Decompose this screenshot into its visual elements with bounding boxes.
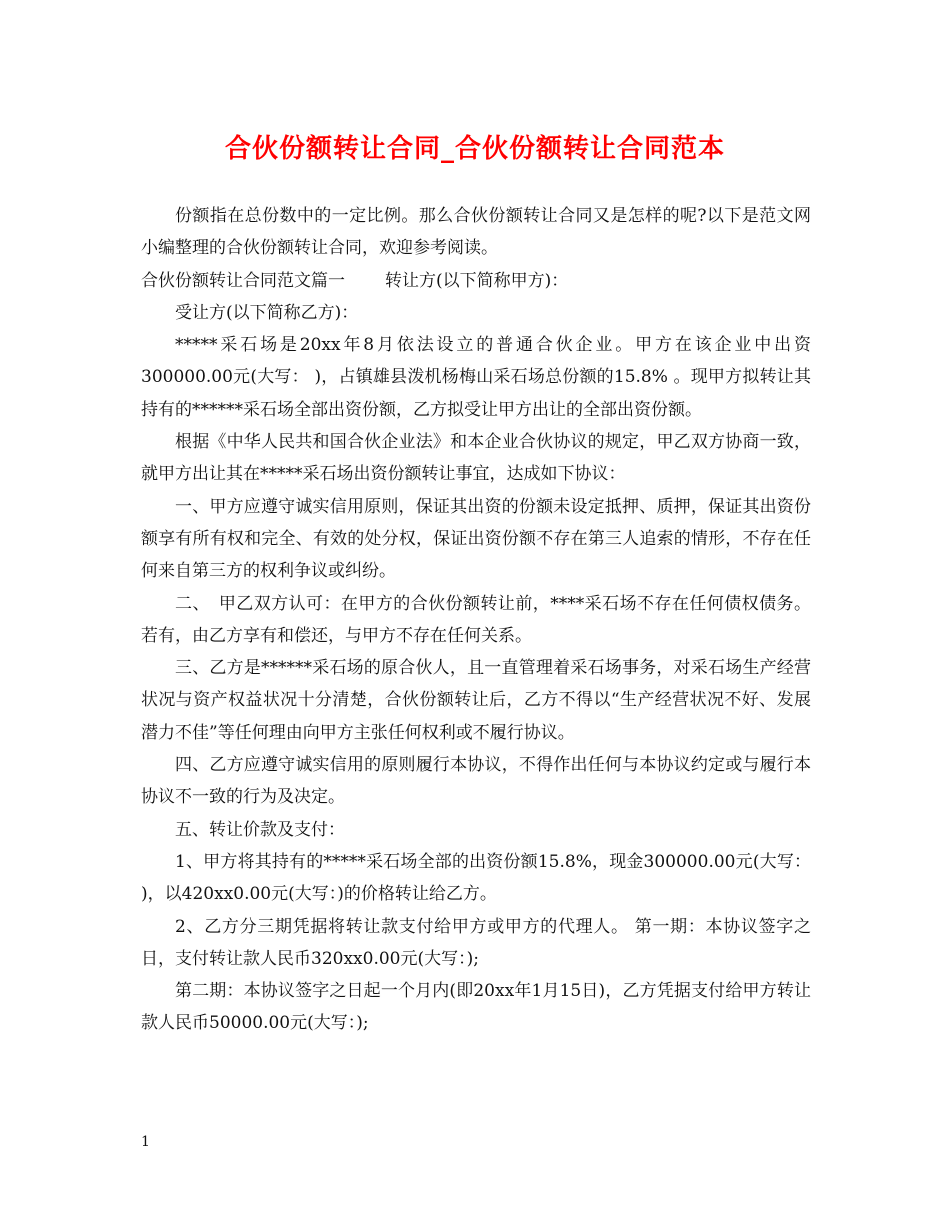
paragraph-item-1: 1、甲方将其持有的*****采石场全部的出资份额15.8%，现金300000.00元(大写： )，以420xx0.00元(大写：)的价格转让给乙方。 [141, 851, 811, 905]
paragraph-clause-5: 五、转让价款及支付： [175, 819, 345, 840]
heading-part1: 合伙份额转让合同范文篇一 [141, 270, 345, 291]
paragraph-item-3: 第二期：本协议签字之日起一个月内(即20xx年1月15日)，乙方凭据支付给甲方转让款人民币50000.00元(大写：); [141, 981, 811, 1034]
paragraph-clause-2: 二、 甲乙双方认可：在甲方的合伙份额转让前，****采石场不存在任何债权债务。若有，由乙方享有和偿还，与甲方不存在任何关系。 [141, 593, 811, 646]
document-title: 合伙份额转让合同_合伙份额转让合同范本 [224, 134, 725, 164]
paragraph-item-2: 2、乙方分三期凭据将转让款支付给甲方或甲方的代理人。 第一期：本协议签字之日，支付转让款人民币320xx0.00元(大写：); [141, 916, 811, 969]
paragraph-heading [141, 265, 811, 297]
heading-part2: 转让方(以下简称甲方)： [385, 270, 569, 291]
paragraph-clause-1: 一、甲方应遵守诚实信用原则，保证其出资的份额未设定抵押、质押，保证其出资份额享有所有权和完全、有效的处分权，保证出资份额不存在第三人追索的情形，不存在任何来自第三方的权利争议或纠纷。 [141, 496, 811, 582]
page-number: 1 [141, 1134, 150, 1150]
paragraph-clause-3: 三、乙方是******采石场的原合伙人，且一直管理着采石场事务，对采石场生产经营状况与资产权益状况十分清楚，合伙份额转让后，乙方不得以“生产经营状况不好、发展潜力不佳”等任何理由向甲方主张任何权利或不履行协议。 [141, 658, 811, 743]
paragraph-background: *****采石场是20xx年8月依法设立的普通合伙企业。甲方在该企业中出资300000.00元(大写： )，占镇雄县泼机杨梅山采石场总份额的15.8% 。现甲方拟转让其持有的******采石场全部出资份额，乙方拟受让甲方出让的全部出资份额。 [141, 335, 811, 420]
document-body [141, 200, 811, 1040]
paragraph-intro: 份额指在总份数中的一定比例。那么合伙份额转让合同又是怎样的呢?以下是范文网小编整理的合伙份额转让合同，欢迎参考阅读。 [141, 206, 811, 259]
paragraph-basis: 根据《中华人民共和国合伙企业法》和本企业合伙协议的规定，甲乙双方协商一致，就甲方出让其在*****采石场出资份额转让事宜，达成如下协议： [141, 432, 811, 485]
paragraph-assignee: 受让方(以下简称乙方)： [175, 302, 359, 323]
paragraph-clause-4: 四、乙方应遵守诚实信用的原则履行本协议，不得作出任何与本协议约定或与履行本协议不一致的行为及决定。 [141, 755, 811, 808]
